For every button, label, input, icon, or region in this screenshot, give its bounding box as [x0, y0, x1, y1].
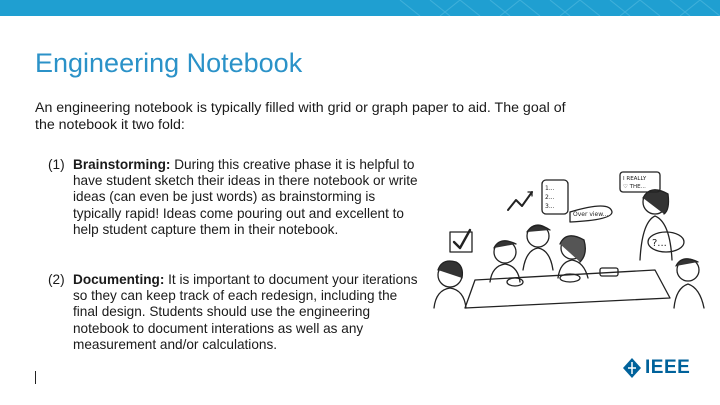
list-number: (1) — [48, 157, 65, 172]
bubble-text-1b: ♡ THE... — [623, 184, 646, 190]
list-number: (2) — [48, 272, 65, 287]
ieee-logo-text: IEEE — [645, 357, 691, 378]
bubble-text-3: Over view... — [573, 211, 609, 218]
bubble-text-4: ?... — [652, 238, 667, 249]
list-text: During this creative phase it is helpful to have student sketch their ideas in there notebook or write ideas (can even be just words) as brainstorming is typically rapid! Ideas come pouring out and excellent to help student capture them in their notebook. — [73, 157, 418, 237]
list-item-documenting — [48, 272, 418, 353]
text-cursor — [35, 371, 36, 384]
slide-title: Engineering Notebook — [35, 48, 303, 78]
banner-pattern — [0, 0, 720, 16]
top-banner — [0, 0, 720, 16]
list-term: Documenting: — [73, 272, 165, 287]
ieee-logo — [622, 355, 690, 381]
bubble-text-1: I REALLY — [623, 176, 647, 182]
bubble-text-2c: 3... — [545, 203, 555, 210]
list-item-brainstorming — [48, 157, 418, 238]
list-text: It is important to document your iterations so they can keep track of each redesign, including the final design. Students should use the engineering notebook to document interations as well as any measurement and/or calculations. — [73, 272, 418, 352]
bubble-text-2: 1... — [545, 185, 555, 192]
ieee-diamond-icon — [622, 357, 642, 379]
bubble-text-2b: 2... — [545, 194, 555, 201]
students-brainstorming-illustration — [420, 170, 710, 310]
intro-paragraph: An engineering notebook is typically filled with grid or graph paper to aid. The goal of the notebook it two fold: — [35, 100, 566, 133]
list-term: Brainstorming: — [73, 157, 171, 172]
